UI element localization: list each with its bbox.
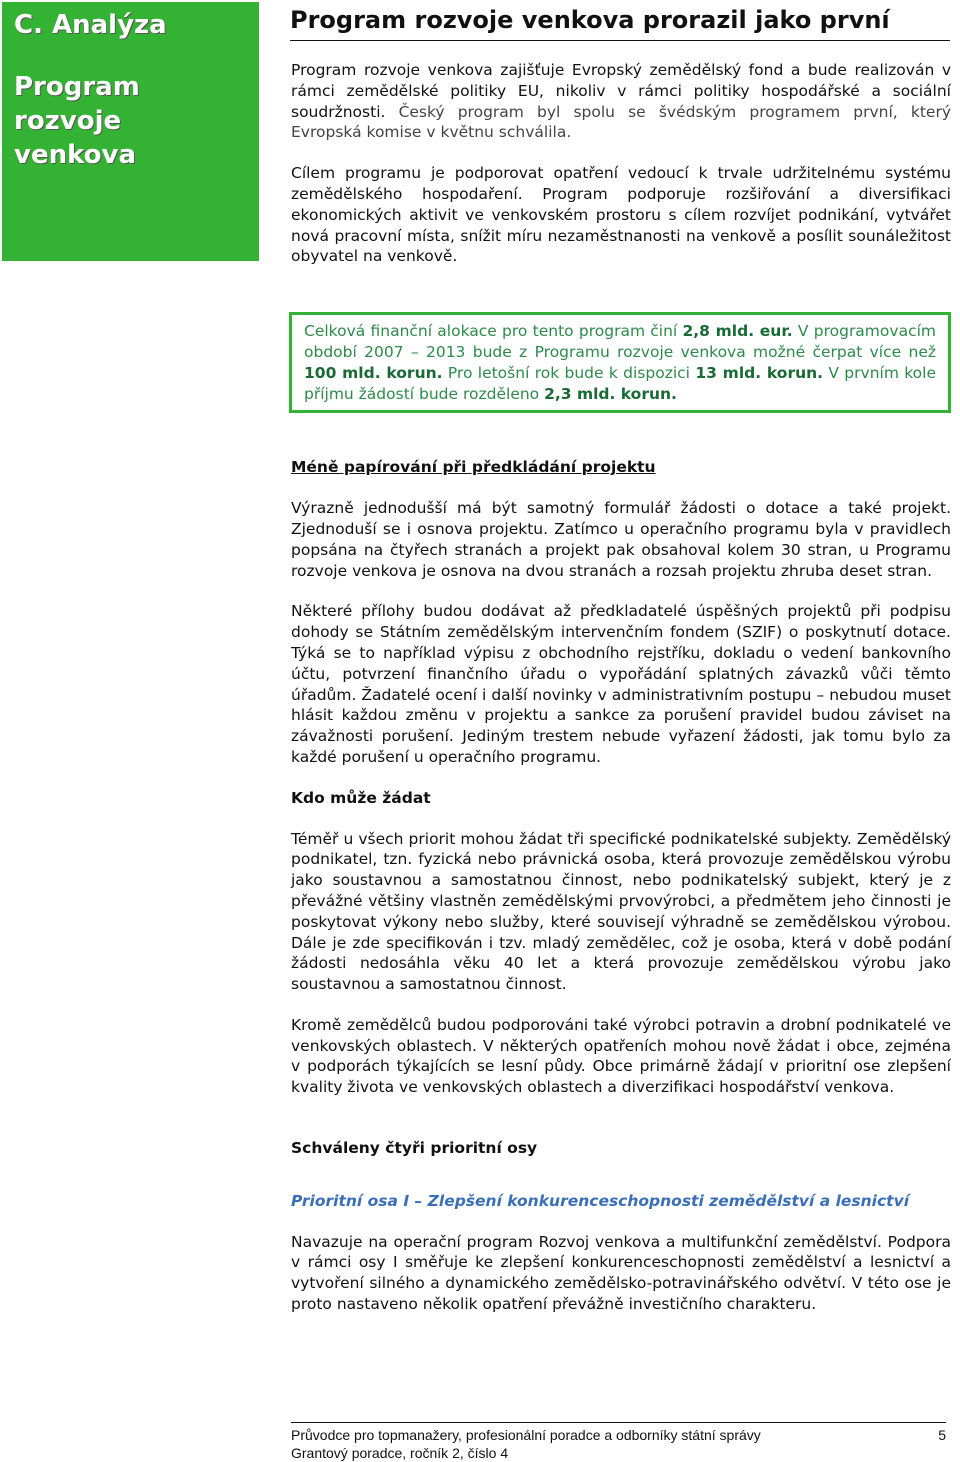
allocation-value: 2,8 mld. eur. (682, 322, 793, 341)
allocation-part: V prvním kole příjmu žádostí bude rozděleno (304, 363, 936, 403)
axes-paragraph: Navazuje na operační program Rozvoj venkova a multifunkční zemědělství. Podpora v rámci osy I směřuje ke zlepšení konkurenceschopnosti zemědělství a lesnictví a vytvoření silného a dynamického zemědělsko-potravinářského odvětví. V této ose je proto nastaveno několik opatření převážně investičního charakteru. (291, 1232, 951, 1314)
intro-text: Program rozvoje venkova zajišťuje Evropský zemědělský fond a bude realizován v rámci zemědělské politiky EU, nikoliv v rámci politiky hospodářské a sociální soudržnosti. (291, 61, 951, 121)
allocation-text (304, 321, 936, 404)
article-body (291, 60, 951, 1315)
goal-text-2: Program podporuje rozšiřování a diversifikaci ekonomických aktivit ve venkovském prostoru s cílem rozvíjet podnikání, vytvářet nová pracovní místa, snížit míru nezaměstnanosti na venkově a posílit sounáležitost obyvatel na venkově. (291, 184, 951, 266)
allocation-value: 13 mld. korun. (695, 363, 824, 382)
paperwork-paragraph-1: Výrazně jednodušší má být samotný formulář žádosti o dotace a také projekt. Zjednoduší se i osnova projektu. Zatímco u operačního programu byla v pravidlech popsána na čtyřech stranách a projekt pak obsahoval kolem 30 stran, u Programu rozvoje venkova je osnova na dvou stranách a rozsah projektu zhruba deset stran. (291, 499, 951, 580)
priority-axis-heading: Prioritní osa I – Zlepšení konkurenceschopnosti zemědělství a lesnictví (291, 1191, 910, 1210)
eligibility-paragraph-1: Téměř u všech priorit mohou žádat tři specifické podnikatelské subjekty. Zemědělský podnikatel, tzn. fyzická nebo právnická osoba, která provozuje zemědělskou výrobu jako soustavnou a samostatnou činnost, nebo podnikatelský subjekt, který je z převážné většiny vlastněn zemědělskými prvovýrobci, a předmětem jeho činnosti je poskytovat výkony nebo služby, které souvisejí výhradně se zemědělskou výrobou. Dále je zde specifikován i tzv. mladý zemědělec, což je osoba, která v době podání žádosti nedosáhla věku 40 let a která provozuje zemědělskou výrobu jako soustavnou a samostatnou činnost. (291, 829, 951, 994)
section-subtitle: Program rozvoje venkova (14, 72, 140, 170)
allocation-part: V programovacím období 2007 – 2013 bude z Programu rozvoje venkova možné čerpat více než (304, 322, 936, 361)
page-title: Program rozvoje venkova prorazil jako první (290, 6, 950, 41)
paperwork-paragraph-2: Některé přílohy budou dodávat až předkladatelé úspěšných projektů při podpisu dohody se Státním zemědělským intervenčním fondem (SZIF) o poskytnutí dotace. Týká se to například výpisu z obchodního rejstříku, dokladu o vedení bankovního účtu, potvrzení finančního úřadu o vypořádání splatných závazků vůči těmto úřadům. Žadatelé ocení i další novinky v administrativním postupu – nebudou muset hlásit každou změnu v projektu a sankce za porušení pravidel budou záviset na závažnosti porušení. Jediným trestem nebude vyřazení žádosti, jak tomu bylo za každé porušení u operačního programu. (291, 602, 951, 766)
goal-text: Cílem programu je podporovat opatření vedoucí k trvale udržitelnému systému zemědělského hospodaření. (291, 164, 951, 203)
page-footer (291, 1422, 946, 1462)
section-heading-axes: Schváleny čtyři prioritní osy (291, 1139, 538, 1158)
intro-text-muted: Český program byl spolu se švédským programem první, který Evropská komise v květnu schválila. (291, 102, 951, 142)
goal-paragraph (291, 163, 951, 267)
allocation-part: Pro letošní rok bude k dispozici (442, 363, 696, 382)
allocation-value: 2,3 mld. korun. (544, 384, 677, 403)
footer-issue: Grantový poradce, ročník 2, číslo 4 (291, 1445, 509, 1461)
page-number: 5 (938, 1427, 946, 1443)
section-label: C. Analýza (14, 10, 167, 40)
allocation-box (289, 312, 951, 413)
intro-paragraph (291, 60, 951, 143)
section-sidebar (2, 2, 259, 261)
section-heading-paperwork: Méně papírování při předkládání projektu (291, 458, 656, 477)
allocation-part: Celková finanční alokace pro tento program činí (304, 322, 683, 341)
eligibility-paragraph-2: Kromě zemědělců budou podporováni také výrobci potravin a drobní podnikatelé ve venkovských oblastech. V některých opatřeních mohou nově žádat i obce, zejména v podporách týkajících se lesní půdy. Obce primárně žádají v prioritní ose zlepšení kvality života ve venkovských oblastech a diverzifikaci hospodářství venkova. (291, 1015, 951, 1097)
footer-publication: Průvodce pro topmanažery, profesionální poradce a odborníky státní správy (291, 1427, 761, 1443)
allocation-value: 100 mld. korun. (304, 363, 443, 382)
section-heading-eligibility: Kdo může žádat (291, 788, 431, 807)
